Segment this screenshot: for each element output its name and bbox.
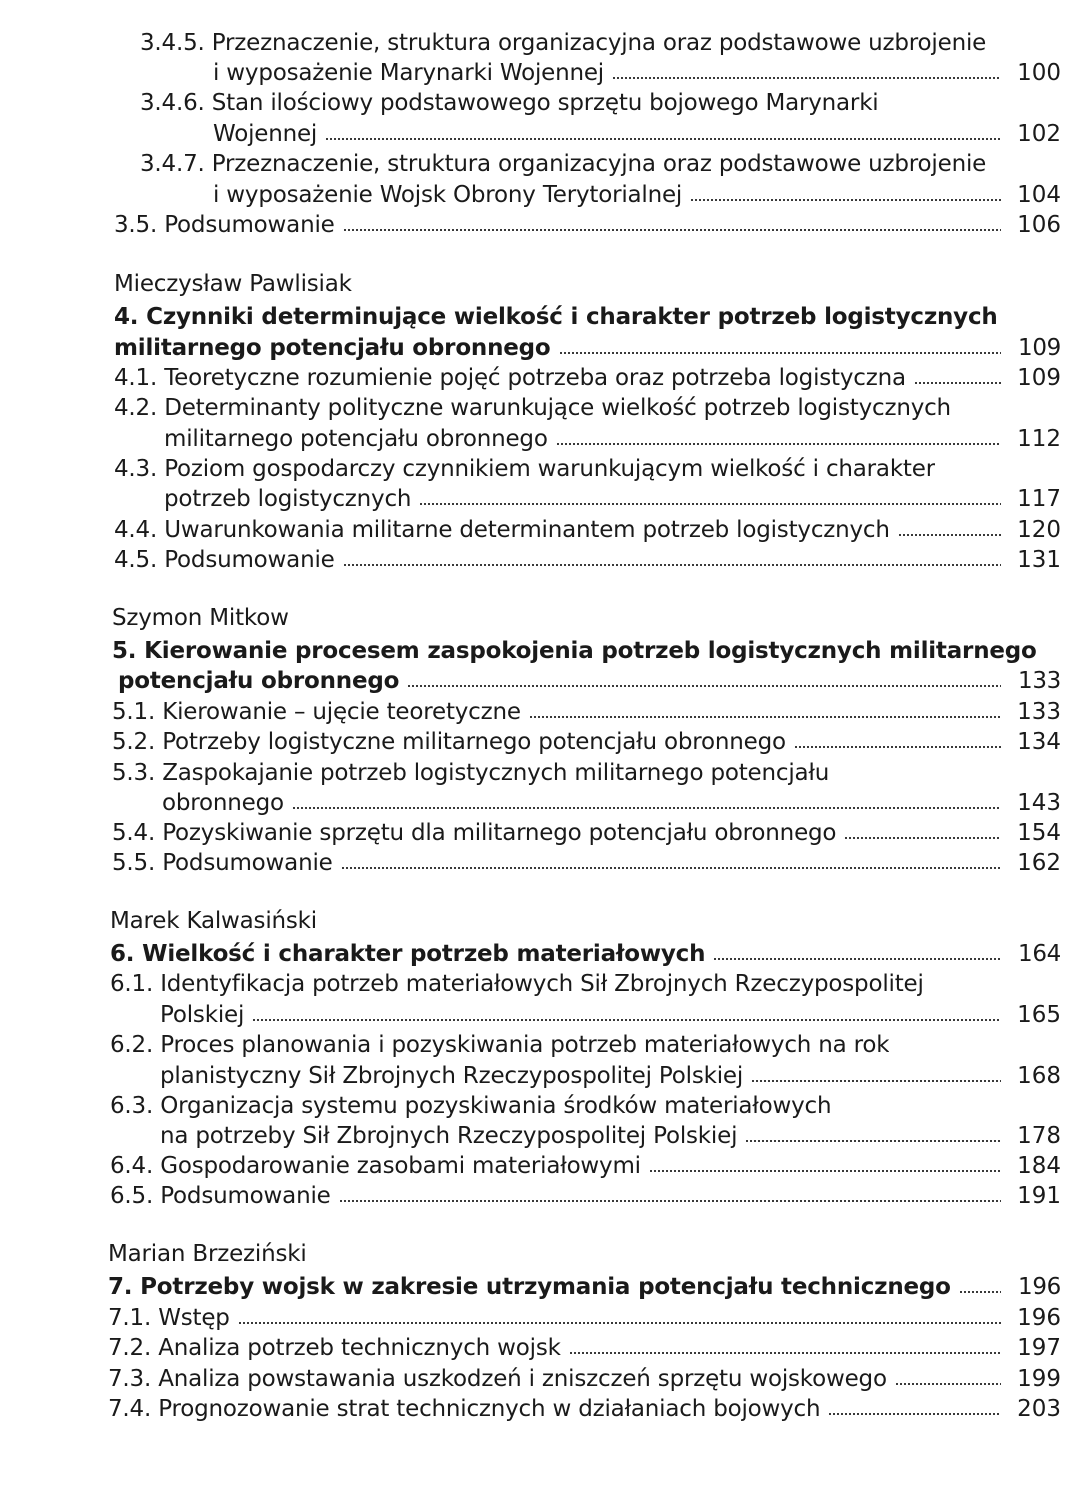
toc-entry-4-4 xyxy=(114,515,1061,545)
toc-entry-6-3 xyxy=(160,1121,1061,1151)
toc-entry-text: 6.2. Proces planowania i pozyskiwania potrzeb materiałowych na rok xyxy=(110,1032,890,1058)
chapter-title-text: 4. Czynniki determinujące wielkość i charakter potrzeb logistycznych xyxy=(114,304,998,330)
toc-entry-6-5 xyxy=(110,1181,1061,1211)
chapter-title-text: 6. Wielkość i charakter potrzeb materiałowych xyxy=(110,941,706,967)
page-number: 104 xyxy=(1017,182,1061,208)
chapter-title-7 xyxy=(108,1272,1061,1302)
page-number: 199 xyxy=(1017,1366,1061,1392)
toc-entry-text: potrzeb logistycznych xyxy=(164,486,412,512)
dot-leader xyxy=(844,835,1001,841)
toc-entry-text: 6.4. Gospodarowanie zasobami materiałowymi xyxy=(110,1153,641,1179)
toc-entry-text: 5.1. Kierowanie – ujęcie teoretyczne xyxy=(112,699,521,725)
toc-entry-7-1 xyxy=(108,1303,1061,1333)
toc-entry-5-1 xyxy=(112,697,1061,727)
toc-entry-6-2-line1 xyxy=(110,1030,1061,1060)
dot-leader xyxy=(341,865,1001,871)
toc-entry-3-4-5-line1 xyxy=(140,28,1060,58)
chapter-title-text: 7. Potrzeby wojsk w zakresie utrzymania potencjału technicznego xyxy=(108,1274,951,1300)
toc-entry-text: i wyposażenie Wojsk Obrony Terytorialnej xyxy=(213,182,683,208)
page-number: 134 xyxy=(1017,729,1061,755)
toc-entry-6-1 xyxy=(160,1000,1061,1030)
toc-entry-5-4 xyxy=(112,818,1061,848)
dot-leader xyxy=(556,441,1001,447)
chapter-title-5 xyxy=(118,666,1061,696)
dot-leader xyxy=(343,562,1001,568)
page-number: 102 xyxy=(1017,121,1061,147)
page-number: 196 xyxy=(1017,1305,1061,1331)
page-number: 164 xyxy=(1018,941,1061,967)
page-number: 197 xyxy=(1017,1335,1061,1361)
page-number: 203 xyxy=(1017,1396,1061,1422)
page-number: 184 xyxy=(1017,1153,1061,1179)
toc-entry-4-1 xyxy=(114,363,1061,393)
page-number: 100 xyxy=(1017,60,1061,86)
dot-leader xyxy=(745,1138,1001,1144)
toc-entry-5-3-line1 xyxy=(112,758,1061,788)
page-number: 133 xyxy=(1018,668,1061,694)
toc-entry-6-3-line1 xyxy=(110,1091,1061,1121)
dot-leader xyxy=(649,1168,1001,1174)
page-number: 191 xyxy=(1017,1183,1061,1209)
dot-leader xyxy=(690,197,1001,203)
toc-entry-7-4 xyxy=(108,1394,1061,1424)
toc-entry-text: 7.1. Wstęp xyxy=(108,1305,230,1331)
toc-entry-5-2 xyxy=(112,727,1061,757)
page-number: 106 xyxy=(1017,212,1061,238)
dot-leader xyxy=(569,1350,1001,1356)
dot-leader xyxy=(325,136,1001,142)
dot-leader xyxy=(713,956,1001,962)
toc-entry-text: 4.4. Uwarunkowania militarne determinantem potrzeb logistycznych xyxy=(114,517,890,543)
chapter-title-4-line1 xyxy=(114,302,1061,332)
toc-entry-text: 4.5. Podsumowanie xyxy=(114,547,335,573)
dot-leader xyxy=(238,1320,1001,1326)
page-number: 165 xyxy=(1017,1002,1061,1028)
toc-entry-text: militarnego potencjału obronnego xyxy=(164,426,548,452)
toc-entry-6-1-line1 xyxy=(110,969,1061,999)
chapter-author: Szymon Mitkow xyxy=(112,605,289,631)
dot-leader xyxy=(419,501,1001,507)
toc-entry-text: i wyposażenie Marynarki Wojennej xyxy=(213,60,604,86)
toc-entry-text: 5.5. Podsumowanie xyxy=(112,850,333,876)
page-number: 131 xyxy=(1017,547,1061,573)
toc-entry-text: 3.4.5. Przeznaczenie, struktura organizacyjna oraz podstawowe uzbrojenie xyxy=(140,30,987,56)
toc-entry-text: 3.4.7. Przeznaczenie, struktura organizacyjna oraz podstawowe uzbrojenie xyxy=(140,151,987,177)
dot-leader xyxy=(612,75,1001,81)
toc-entry-text: 5.3. Zaspokajanie potrzeb logistycznych militarnego potencjału xyxy=(112,760,830,786)
toc-entry-text: 7.4. Prognozowanie strat technicznych w działaniach bojowych xyxy=(108,1396,821,1422)
toc-entry-text: 3.4.6. Stan ilościowy podstawowego sprzętu bojowego Marynarki xyxy=(140,90,879,116)
toc-entry-text: 4.2. Determinanty polityczne warunkujące wielkość potrzeb logistycznych xyxy=(114,395,951,421)
dot-leader xyxy=(794,744,1001,750)
toc-entry-3-4-6 xyxy=(213,119,1061,149)
chapter-author: Marian Brzeziński xyxy=(108,1241,307,1267)
toc-entry-4-2-line1 xyxy=(114,393,1061,423)
chapter-title-5-line1 xyxy=(112,636,1061,666)
chapter-title-4 xyxy=(114,333,1061,363)
dot-leader xyxy=(895,1381,1001,1387)
toc-entry-text: 4.3. Poziom gospodarczy czynnikiem warunkującym wielkość i charakter xyxy=(114,456,935,482)
toc-entry-text: na potrzeby Sił Zbrojnych Rzeczypospolitej Polskiej xyxy=(160,1123,738,1149)
dot-leader xyxy=(407,683,1001,689)
toc-entry-text: 6.1. Identyfikacja potrzeb materiałowych Sił Zbrojnych Rzeczypospolitej xyxy=(110,971,924,997)
toc-entry-3-4-5 xyxy=(213,58,1061,88)
dot-leader xyxy=(559,350,1001,356)
page-number: 162 xyxy=(1017,850,1061,876)
dot-leader xyxy=(529,714,1001,720)
page-number: 112 xyxy=(1017,426,1061,452)
chapter-author: Mieczysław Pawlisiak xyxy=(114,271,352,297)
toc-entry-6-2 xyxy=(160,1061,1061,1091)
toc-entry-3-4-7 xyxy=(213,180,1061,210)
page-number: 133 xyxy=(1017,699,1061,725)
toc-entry-text: Polskiej xyxy=(160,1002,245,1028)
toc-entry-text: 5.4. Pozyskiwanie sprzętu dla militarnego potencjału obronnego xyxy=(112,820,837,846)
page-number: 109 xyxy=(1017,365,1061,391)
toc-entry-4-5 xyxy=(114,545,1061,575)
dot-leader xyxy=(292,805,1001,811)
chapter-title-text: militarnego potencjału obronnego xyxy=(114,335,551,361)
dot-leader xyxy=(898,532,1001,538)
dot-leader xyxy=(343,227,1001,233)
dot-leader xyxy=(959,1289,1001,1295)
chapter-title-text: potencjału obronnego xyxy=(118,668,400,694)
toc-entry-5-3 xyxy=(162,788,1061,818)
page-number: 178 xyxy=(1017,1123,1061,1149)
toc-entry-text: 6.3. Organizacja systemu pozyskiwania środków materiałowych xyxy=(110,1093,832,1119)
toc-entry-7-3 xyxy=(108,1364,1061,1394)
toc-entry-3-5 xyxy=(114,210,1061,240)
toc-entry-4-3-line1 xyxy=(114,454,1061,484)
page-number: 117 xyxy=(1017,486,1061,512)
toc-entry-text: Wojennej xyxy=(213,121,318,147)
toc-entry-text: planistyczny Sił Zbrojnych Rzeczypospolitej Polskiej xyxy=(160,1063,744,1089)
toc-entry-6-4 xyxy=(110,1151,1061,1181)
dot-leader xyxy=(828,1411,1001,1417)
page-number: 143 xyxy=(1017,790,1061,816)
chapter-title-6 xyxy=(110,939,1061,969)
chapter-title-text: 5. Kierowanie procesem zaspokojenia potrzeb logistycznych militarnego xyxy=(112,638,1037,664)
toc-entry-3-4-6-line1 xyxy=(140,88,1060,118)
page-number: 196 xyxy=(1018,1274,1061,1300)
page-number: 109 xyxy=(1018,335,1061,361)
toc-entry-text: 6.5. Podsumowanie xyxy=(110,1183,331,1209)
toc-entry-3-4-7-line1 xyxy=(140,149,1060,179)
toc-entry-text: 7.3. Analiza powstawania uszkodzeń i zniszczeń sprzętu wojskowego xyxy=(108,1366,887,1392)
toc-entry-text: 7.2. Analiza potrzeb technicznych wojsk xyxy=(108,1335,561,1361)
dot-leader xyxy=(339,1198,1001,1204)
toc-entry-5-5 xyxy=(112,848,1061,878)
toc-entry-4-3 xyxy=(164,484,1061,514)
toc-entry-text: 4.1. Teoretyczne rozumienie pojęć potrzeba oraz potrzeba logistyczna xyxy=(114,365,906,391)
toc-entry-text: 5.2. Potrzeby logistyczne militarnego potencjału obronnego xyxy=(112,729,786,755)
dot-leader xyxy=(751,1078,1001,1084)
page-number: 120 xyxy=(1017,517,1061,543)
dot-leader xyxy=(914,380,1001,386)
toc-entry-7-2 xyxy=(108,1333,1061,1363)
toc-entry-text: obronnego xyxy=(162,790,284,816)
page-number: 154 xyxy=(1017,820,1061,846)
toc-entry-text: 3.5. Podsumowanie xyxy=(114,212,335,238)
chapter-author: Marek Kalwasiński xyxy=(110,908,317,934)
page-number: 168 xyxy=(1017,1063,1061,1089)
dot-leader xyxy=(252,1017,1001,1023)
toc-entry-4-2 xyxy=(164,424,1061,454)
